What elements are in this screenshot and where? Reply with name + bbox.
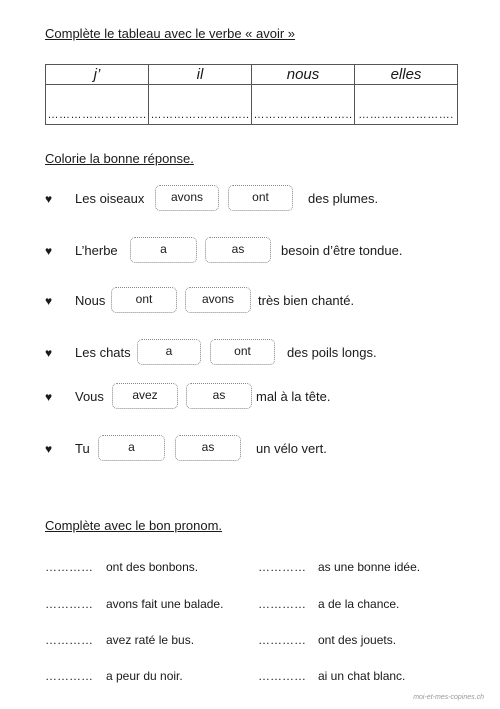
pronoun-sentence: a peur du noir. <box>106 669 183 683</box>
pronoun-blank[interactable]: ………… <box>45 597 93 611</box>
choice-rest: des plumes. <box>308 191 379 206</box>
choice-option[interactable]: avez <box>112 383 178 409</box>
choice-option[interactable]: ont <box>228 185 293 211</box>
choice-option[interactable]: a <box>137 339 201 365</box>
heart-icon: ♥ <box>45 294 53 308</box>
choice-subject: Tu <box>75 441 90 456</box>
choice-subject: Nous <box>75 293 106 308</box>
choice-row <box>45 434 475 464</box>
choice-option[interactable]: avons <box>155 185 219 211</box>
pronoun-sentence: a de la chance. <box>318 597 400 611</box>
table-blank-je[interactable]: …………………….. <box>46 85 149 125</box>
pronoun-sentence: avez raté le bus. <box>106 633 195 647</box>
section2-title: Colorie la bonne réponse. <box>45 151 194 166</box>
choice-option[interactable]: a <box>130 237 197 263</box>
pronoun-row <box>45 594 445 614</box>
pronoun-blank[interactable]: ………… <box>258 633 306 647</box>
pronoun-blank[interactable]: ………… <box>258 597 306 611</box>
choice-rest: mal à la tête. <box>256 389 331 404</box>
pronoun-sentence: ont des bonbons. <box>106 560 199 574</box>
conjugation-table <box>45 64 458 125</box>
section3-title: Complète avec le bon pronom. <box>45 518 223 533</box>
heart-icon: ♥ <box>45 192 53 206</box>
pronoun-sentence: as une bonne idée. <box>318 560 421 574</box>
pronoun-sentence: ai un chat blanc. <box>318 669 406 683</box>
choice-option[interactable]: ont <box>111 287 177 313</box>
choice-subject: Vous <box>75 389 104 404</box>
table-header-elles: elles <box>355 65 458 85</box>
pronoun-sentence: avons fait une balade. <box>106 597 224 611</box>
choice-row <box>45 236 475 266</box>
choice-option[interactable]: a <box>98 435 165 461</box>
choice-option[interactable]: avons <box>185 287 251 313</box>
pronoun-blank[interactable]: ………… <box>258 560 306 574</box>
choice-rest: des poils longs. <box>287 345 377 360</box>
heart-icon: ♥ <box>45 442 53 456</box>
choice-option[interactable]: as <box>186 383 252 409</box>
choice-subject: Les oiseaux <box>75 191 145 206</box>
choice-subject: Les chats <box>75 345 131 360</box>
pronoun-row <box>45 666 445 686</box>
table-header-je: j’ <box>46 65 149 85</box>
table-header-il: il <box>149 65 252 85</box>
pronoun-blank[interactable]: ………… <box>45 560 93 574</box>
pronoun-row <box>45 557 445 577</box>
pronoun-blank[interactable]: ………… <box>258 669 306 683</box>
pronoun-sentence: ont des jouets. <box>318 633 397 647</box>
table-blank-il[interactable]: …………………….. <box>149 85 252 125</box>
section1-title: Complète le tableau avec le verbe « avoir » <box>45 26 296 41</box>
table-blank-nous[interactable]: …………………….. <box>252 85 355 125</box>
pronoun-row <box>45 630 445 650</box>
heart-icon: ♥ <box>45 244 53 258</box>
choice-option[interactable]: ont <box>210 339 275 365</box>
choice-rest: besoin d’être tondue. <box>281 243 403 258</box>
table-blank-elles[interactable]: ……………………. <box>355 85 458 125</box>
choice-subject: L’herbe <box>75 243 118 258</box>
pronoun-blank[interactable]: ………… <box>45 669 93 683</box>
choice-rest: un vélo vert. <box>256 441 327 456</box>
choice-rest: très bien chanté. <box>258 293 355 308</box>
credit-text: moi-et-mes-copines.ch <box>413 694 484 701</box>
choice-row <box>45 382 475 412</box>
choice-option[interactable]: as <box>205 237 271 263</box>
choice-row <box>45 184 475 214</box>
pronoun-blank[interactable]: ………… <box>45 633 93 647</box>
heart-icon: ♥ <box>45 390 53 404</box>
choice-option[interactable]: as <box>175 435 241 461</box>
heart-icon: ♥ <box>45 346 53 360</box>
choice-row <box>45 286 475 316</box>
choice-row <box>45 338 475 368</box>
table-header-nous: nous <box>252 65 355 85</box>
